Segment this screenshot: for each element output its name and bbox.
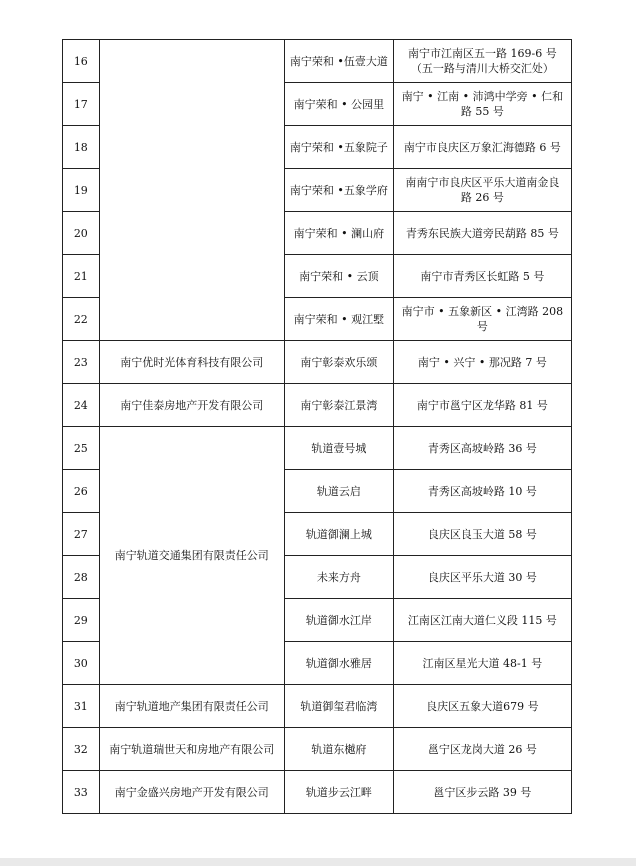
row-number-cell: 18 xyxy=(63,126,100,169)
address-cell xyxy=(393,384,571,427)
address-line: 青秀区高坡岭路 10 号 xyxy=(427,484,537,498)
address-cell xyxy=(393,556,571,599)
row-number-cell: 27 xyxy=(63,513,100,556)
address-line: 青秀东民族大道旁民葫路 85 号 xyxy=(405,226,559,240)
address-cell xyxy=(393,298,571,341)
address-line: 良庆区平乐大道 30 号 xyxy=(427,570,537,584)
project-name-cell: 南宁荣和 •五象学府 xyxy=(284,169,393,212)
address-line: 南宁市青秀区长虹路 5 号 xyxy=(420,269,545,283)
project-name-cell: 南宁荣和 •五象院子 xyxy=(284,126,393,169)
company-cell: 南宁优时光体育科技有限公司 xyxy=(99,341,284,384)
row-number-cell: 21 xyxy=(63,255,100,298)
row-number-cell: 24 xyxy=(63,384,100,427)
address-cell xyxy=(393,470,571,513)
address-line: 号 xyxy=(476,320,488,333)
row-number-cell: 26 xyxy=(63,470,100,513)
row-number-cell: 16 xyxy=(63,40,100,83)
address-cell xyxy=(393,642,571,685)
project-name-cell: 未来方舟 xyxy=(284,556,393,599)
project-name-cell: 轨道步云江畔 xyxy=(284,771,393,814)
project-name-cell: 南宁荣和 • 云顶 xyxy=(284,255,393,298)
address-cell xyxy=(393,83,571,126)
row-number-cell: 32 xyxy=(63,728,100,771)
row-number-cell: 28 xyxy=(63,556,100,599)
project-name-cell: 轨道御水雅居 xyxy=(284,642,393,685)
company-cell: 南宁佳泰房地产开发有限公司 xyxy=(99,384,284,427)
table-row xyxy=(63,771,572,814)
table-row xyxy=(63,427,572,470)
address-line: 南宁市 • 五象新区 • 江湾路 208 xyxy=(401,305,564,318)
row-number-cell: 23 xyxy=(63,341,100,384)
address-line: 良庆区五象大道679 号 xyxy=(426,699,539,713)
address-cell xyxy=(393,126,571,169)
address-cell xyxy=(393,341,571,384)
project-name-cell: 轨道壹号城 xyxy=(284,427,393,470)
address-line: 南宁市邕宁区龙华路 81 号 xyxy=(416,398,548,412)
table-row xyxy=(63,40,572,83)
address-line: 路 55 号 xyxy=(460,105,504,118)
row-number-cell: 30 xyxy=(63,642,100,685)
company-cell: 南宁轨道瑞世天和房地产有限公司 xyxy=(99,728,284,771)
project-name-cell: 南宁荣和 •伍壹大道 xyxy=(284,40,393,83)
table-row xyxy=(63,341,572,384)
row-number-cell: 22 xyxy=(63,298,100,341)
address-cell xyxy=(393,728,571,771)
company-cell: 南宁轨道交通集团有限责任公司 xyxy=(99,427,284,685)
address-line: （五一路与清川大桥交汇处） xyxy=(410,62,554,75)
project-name-cell: 南宁荣和 • 观江墅 xyxy=(284,298,393,341)
table-row xyxy=(63,685,572,728)
address-line: 邕宁区龙岗大道 26 号 xyxy=(427,742,537,756)
company-cell xyxy=(99,40,284,341)
project-name-cell: 南宁彰泰欢乐颂 xyxy=(284,341,393,384)
row-number-cell: 29 xyxy=(63,599,100,642)
address-line: 南宁 • 兴宁 • 那况路 7 号 xyxy=(417,355,547,369)
address-cell xyxy=(393,40,571,83)
address-line: 路 26 号 xyxy=(460,191,504,204)
company-cell: 南宁金盛兴房地产开发有限公司 xyxy=(99,771,284,814)
row-number-cell: 25 xyxy=(63,427,100,470)
address-cell xyxy=(393,255,571,298)
enterprise-project-table xyxy=(62,39,572,814)
address-line: 青秀区高坡岭路 36 号 xyxy=(427,441,537,455)
address-line: 南南宁市良庆区平乐大道南金良 xyxy=(405,176,560,189)
address-cell xyxy=(393,513,571,556)
address-line: 南宁 • 江南 • 沛鸿中学旁 • 仁和 xyxy=(401,90,564,103)
address-line: 江南区星光大道 48-1 号 xyxy=(422,656,543,670)
address-line: 良庆区良玉大道 58 号 xyxy=(427,527,537,541)
table-row xyxy=(63,728,572,771)
address-cell xyxy=(393,212,571,255)
address-line: 邕宁区步云路 39 号 xyxy=(433,785,532,799)
address-cell xyxy=(393,685,571,728)
table-row xyxy=(63,384,572,427)
project-name-cell: 轨道御澜上城 xyxy=(284,513,393,556)
address-cell xyxy=(393,771,571,814)
row-number-cell: 19 xyxy=(63,169,100,212)
project-name-cell: 轨道东樾府 xyxy=(284,728,393,771)
address-cell xyxy=(393,169,571,212)
address-line: 江南区江南大道仁义段 115 号 xyxy=(407,613,557,627)
page-bottom-edge xyxy=(0,858,636,866)
project-name-cell: 南宁彰泰江景湾 xyxy=(284,384,393,427)
table-body xyxy=(63,40,572,814)
row-number-cell: 31 xyxy=(63,685,100,728)
project-name-cell: 轨道云启 xyxy=(284,470,393,513)
address-line: 南宁市江南区五一路 169-6 号 xyxy=(408,47,557,60)
address-cell xyxy=(393,599,571,642)
row-number-cell: 33 xyxy=(63,771,100,814)
project-name-cell: 轨道御水江岸 xyxy=(284,599,393,642)
project-name-cell: 南宁荣和 • 澜山府 xyxy=(284,212,393,255)
row-number-cell: 20 xyxy=(63,212,100,255)
address-line: 南宁市良庆区万象汇海德路 6 号 xyxy=(403,140,561,154)
company-cell: 南宁轨道地产集团有限责任公司 xyxy=(99,685,284,728)
project-name-cell: 南宁荣和 • 公园里 xyxy=(284,83,393,126)
project-name-cell: 轨道御玺君临湾 xyxy=(284,685,393,728)
address-cell xyxy=(393,427,571,470)
row-number-cell: 17 xyxy=(63,83,100,126)
